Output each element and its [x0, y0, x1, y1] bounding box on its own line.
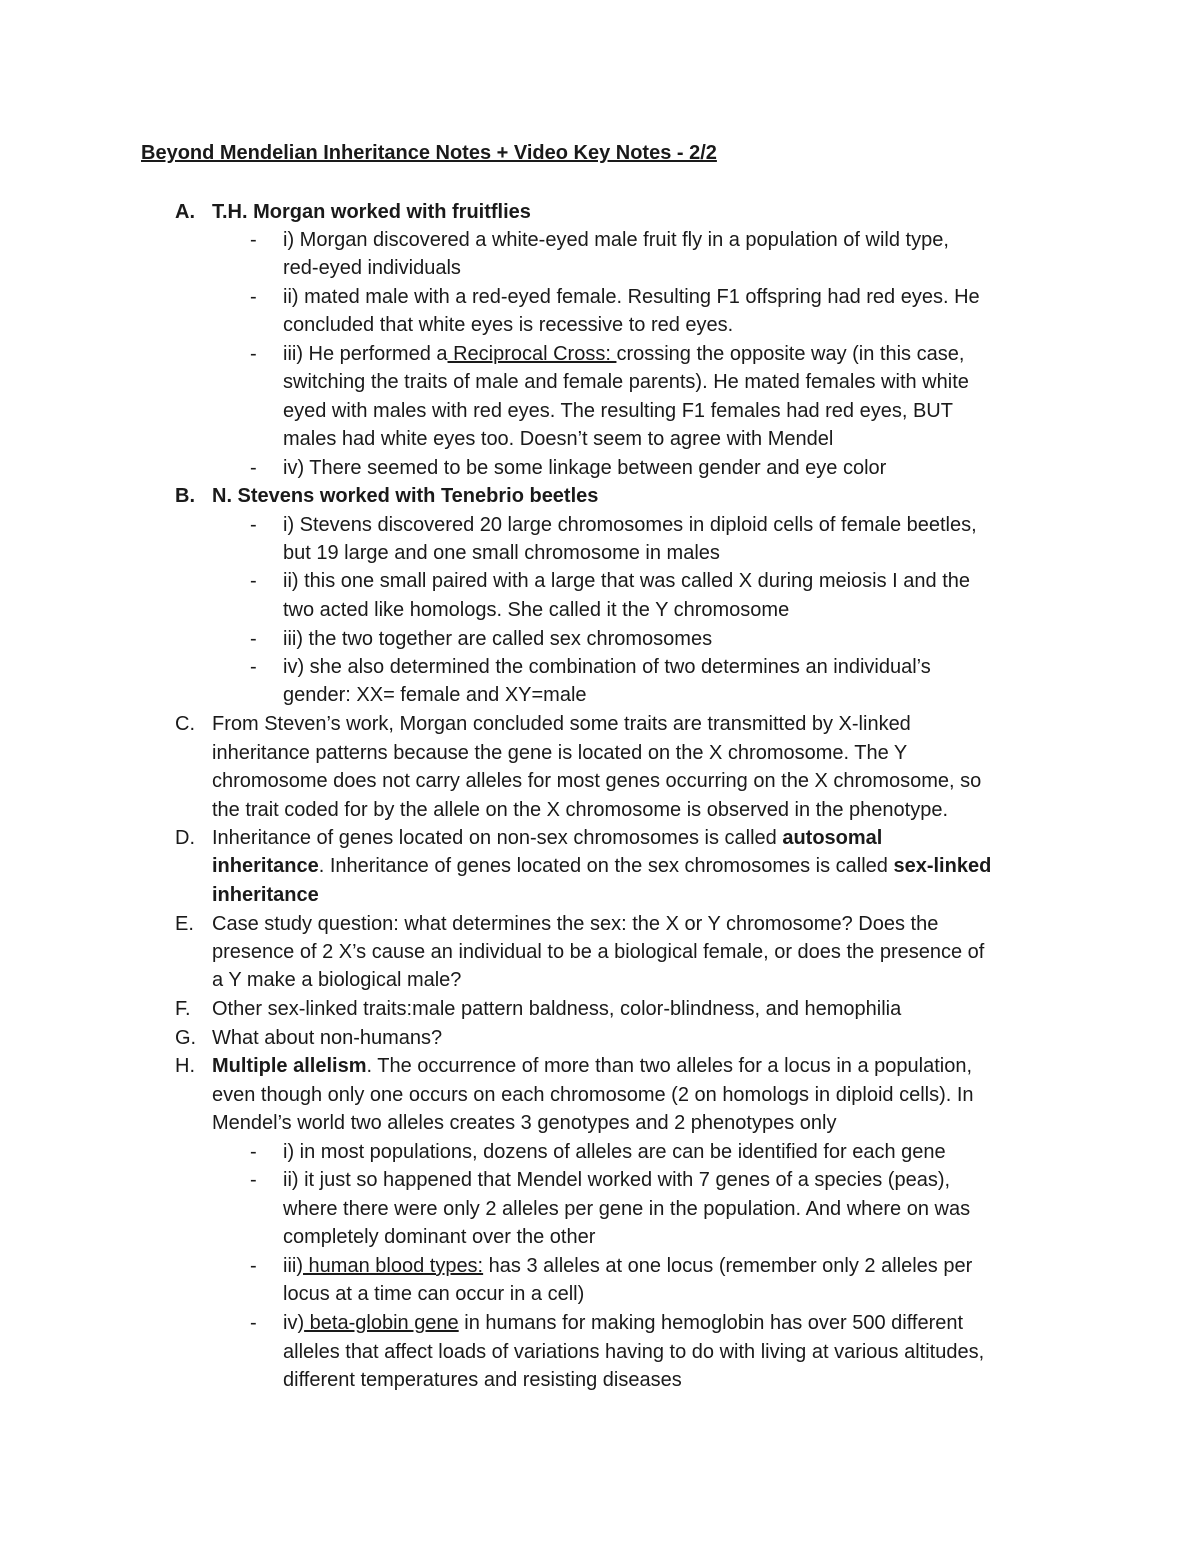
term-human-blood-types: human blood types: — [303, 1255, 484, 1277]
list-marker-c: C. — [175, 713, 195, 735]
list-item: two acted like homologs. She called it the Y chromosome — [283, 599, 790, 621]
list-item: iii) human blood types: has 3 alleles at one locus (remember only 2 alleles per — [283, 1255, 973, 1277]
bullet-dash: - — [250, 656, 257, 678]
list-item: switching the traits of male and female parents). He mated females with white — [283, 371, 969, 393]
page-title: Beyond Mendelian Inheritance Notes + Video Key Notes - 2/2 — [141, 142, 717, 164]
paragraph-line: the trait coded for by the allele on the X chromosome is observed in the phenotype. — [212, 799, 948, 821]
list-marker-g: G. — [175, 1027, 197, 1049]
list-item: ii) mated male with a red-eyed female. Resulting F1 offspring had red eyes. He — [283, 286, 980, 308]
list-item: different temperatures and resisting diseases — [283, 1369, 682, 1391]
list-item: iii) the two together are called sex chromosomes — [283, 628, 713, 650]
list-item: iii) He performed a Reciprocal Cross: crossing the opposite way (in this case, — [283, 343, 965, 365]
list-marker-f: F. — [175, 998, 191, 1020]
bullet-dash: - — [250, 286, 257, 308]
list-item: i) Stevens discovered 20 large chromosomes in diploid cells of female beetles, — [283, 514, 977, 536]
list-item: iv) she also determined the combination of two determines an individual’s — [283, 656, 931, 678]
bullet-dash: - — [250, 570, 257, 592]
section-b-heading: N. Stevens worked with Tenebrio beetles — [212, 485, 599, 507]
paragraph-line: Case study question: what determines the sex: the X or Y chromosome? Does the — [212, 913, 939, 935]
paragraph-line: inheritance patterns because the gene is located on the X chromosome. The Y — [212, 742, 908, 764]
bullet-dash: - — [250, 229, 257, 251]
bullet-dash: - — [250, 1312, 257, 1334]
paragraph-line: inheritance. Inheritance of genes located on the sex chromosomes is called sex-linked — [212, 855, 992, 877]
paragraph-line: even though only one occurs on each chromosome (2 on homologs in diploid cells). In — [212, 1084, 974, 1106]
paragraph-line — [212, 881, 319, 909]
term-beta-globin-gene: beta-globin gene — [304, 1312, 459, 1334]
paragraph-line: a Y make a biological male? — [212, 969, 462, 991]
list-item: gender: XX= female and XY=male — [283, 684, 587, 706]
bullet-dash: - — [250, 628, 257, 650]
list-item: i) Morgan discovered a white-eyed male fruit fly in a population of wild type, — [283, 229, 949, 251]
bullet-dash: - — [250, 343, 257, 365]
paragraph-line: Multiple allelism. The occurrence of more than two alleles for a locus in a population, — [212, 1055, 973, 1077]
list-item: red-eyed individuals — [283, 257, 461, 279]
list-marker-b: B. — [175, 485, 195, 507]
list-marker-h: H. — [175, 1055, 195, 1077]
list-item: iv) There seemed to be some linkage between gender and eye color — [283, 457, 887, 479]
list-item: ii) this one small paired with a large that was called X during meiosis I and the — [283, 570, 971, 592]
bullet-dash: - — [250, 1169, 257, 1191]
list-marker-a: A. — [175, 201, 195, 223]
list-item: ii) it just so happened that Mendel worked with 7 genes of a species (peas), — [283, 1169, 951, 1191]
list-marker-e: E. — [175, 913, 194, 935]
paragraph-line: Mendel’s world two alleles creates 3 genotypes and 2 phenotypes only — [212, 1112, 837, 1134]
paragraph-line: Other sex-linked traits:male pattern baldness, color-blindness, and hemophilia — [212, 998, 902, 1020]
bullet-dash: - — [250, 1141, 257, 1163]
list-item: i) in most populations, dozens of alleles are can be identified for each gene — [283, 1141, 946, 1163]
paragraph-line: What about non-humans? — [212, 1027, 443, 1049]
paragraph-line: From Steven’s work, Morgan concluded some traits are transmitted by X-linked — [212, 713, 911, 735]
term-inheritance: inheritance — [212, 855, 319, 877]
section-a-heading: T.H. Morgan worked with fruitflies — [212, 201, 531, 223]
term-multiple-allelism: Multiple allelism — [212, 1055, 367, 1077]
bullet-dash: - — [250, 457, 257, 479]
list-item: but 19 large and one small chromosome in males — [283, 542, 720, 564]
bullet-dash: - — [250, 1255, 257, 1277]
list-item: concluded that white eyes is recessive to red eyes. — [283, 314, 734, 336]
term-autosomal: autosomal — [782, 827, 883, 849]
list-marker-d: D. — [175, 827, 195, 849]
list-item: alleles that affect loads of variations having to do with living at various altitudes, — [283, 1341, 985, 1363]
paragraph-line: Inheritance of genes located on non-sex chromosomes is called autosomal — [212, 827, 883, 849]
list-item: eyed with males with red eyes. The resulting F1 females had red eyes, BUT — [283, 400, 953, 422]
term-inheritance: inheritance — [212, 884, 319, 906]
bullet-dash: - — [250, 514, 257, 536]
list-item: where there were only 2 alleles per gene in the population. And where on was — [283, 1198, 971, 1220]
paragraph-line: chromosome does not carry alleles for most genes occurring on the X chromosome, so — [212, 770, 982, 792]
term-reciprocal-cross: Reciprocal Cross: — [447, 343, 617, 365]
list-item: males had white eyes too. Doesn’t seem to agree with Mendel — [283, 428, 834, 450]
paragraph-line: presence of 2 X’s cause an individual to be a biological female, or does the presence of — [212, 941, 985, 963]
list-item: iv) beta-globin gene in humans for making hemoglobin has over 500 different — [283, 1312, 964, 1334]
list-item: completely dominant over the other — [283, 1226, 596, 1248]
term-sex-linked: sex-linked — [893, 855, 992, 877]
list-item: locus at a time can occur in a cell) — [283, 1283, 585, 1305]
